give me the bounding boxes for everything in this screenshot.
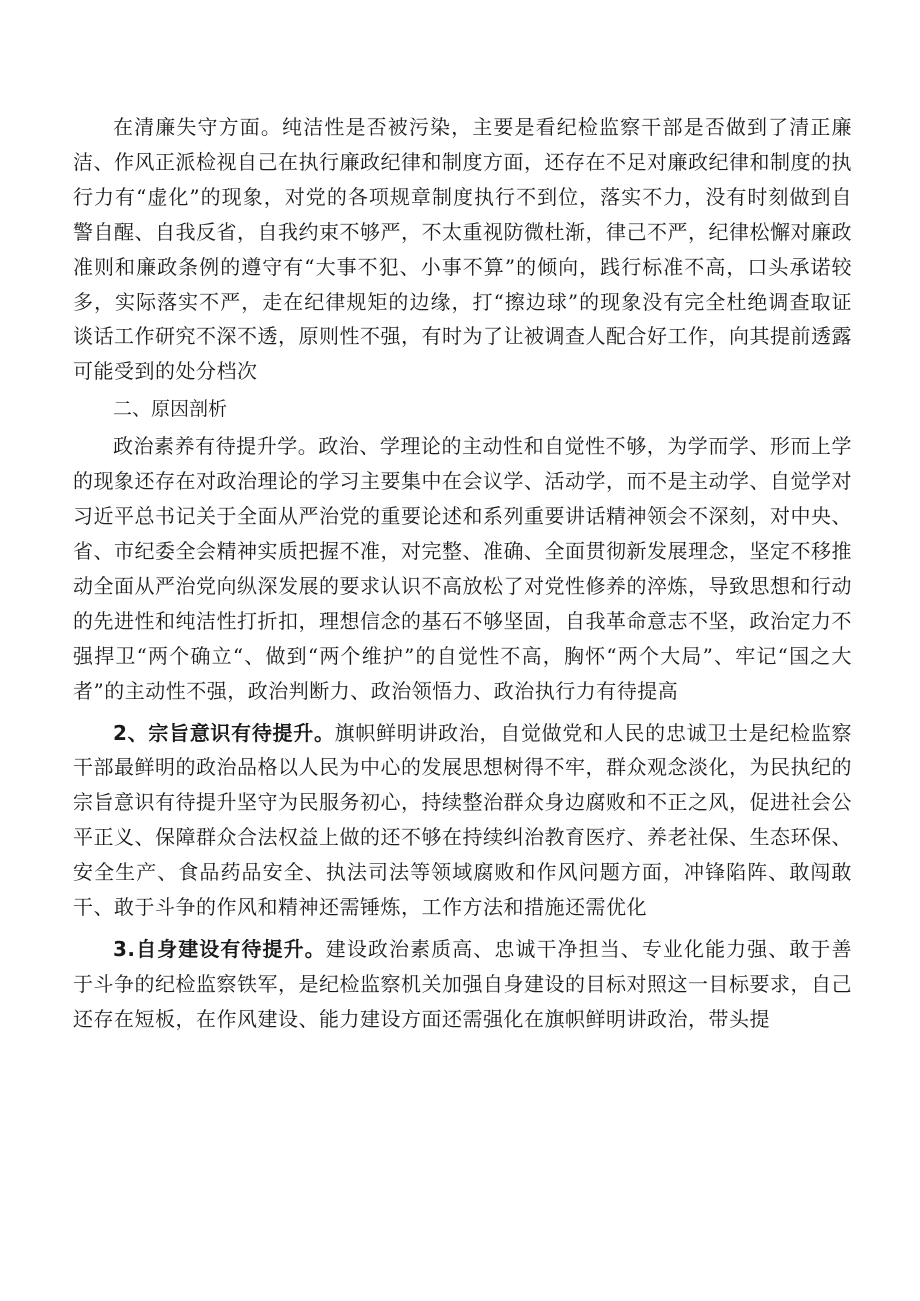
section-heading-cause-analysis: 二、原因剖析 xyxy=(113,398,228,421)
paragraph-lead-purpose-awareness: 2、宗旨意识有待提升。 xyxy=(113,720,335,745)
paragraph-political-literacy: 政治素养有待提升学。政治、学理论的主动性和自觉性不够，为学而学、形而上学的现象还存在对政治理论的学习主要集中在会议学、活动学，而不是主动学、自觉学对习近平总书记关于全面从严治党的重要论述和系列重要讲话精神领会不深刻，对中央、省、市纪委全会精神实质把握不准，对完整、准确、全面贯彻新发展理念，坚定不移推动全面从严治党向纵深发展的要求认识不高放松了对党性修养的淬炼，导致思想和行动的先进性和纯洁性打折扣，理想信念的基石不够坚固，自我革命意志不坚，政治定力不强捍卫“两个确立“、做到“两个维护”的自觉性不高，胸怀“两个大局”、牢记“国之大者”的主动性不强，政治判断力、政治领悟力、政治执行力有待提高 xyxy=(73,434,852,703)
document-page xyxy=(73,110,852,1037)
paragraph-body-purpose-awareness: 旗帜鲜明讲政治，自觉做党和人民的忠诚卫士是纪检监察干部最鲜明的政治品格以人民为中心的发展思想树得不牢，群众观念淡化，为民执纪的宗旨意识有待提升坚守为民服务初心，持续整治群众身边腐败和不正之风，促进社会公平正义、保障群众合法权益上做的还不够在持续纠治教育医疗、养老社保、生态环保、安全生产、食品药品安全、执法司法等领域腐败和作风问题方面，冲锋陷阵、敢闯敢干、敢于斗争的作风和精神还需锤炼，工作方法和措施还需优化 xyxy=(73,720,852,920)
paragraph-purpose-awareness xyxy=(73,716,852,925)
paragraph-body-self-construction: 建设政治素质高、忠诚干净担当、专业化能力强、敢于善于斗争的纪检监察铁军，是纪检监察机关加强自身建设的目标对照这一目标要求，自己还存在短板，在作风建设、能力建设方面还需强化在旗帜鲜明讲政治，带头提 xyxy=(73,936,853,1031)
paragraph-integrity-lapse: 在清廉失守方面。纯洁性是否被污染，主要是看纪检监察干部是否做到了清正廉洁、作风正派检视自己在执行廉政纪律和制度方面，还存在不足对廉政纪律和制度的执行力有“虚化”的现象，对党的各项规章制度执行不到位，落实不力，没有时刻做到自警自醒、自我反省，自我约束不够严，不太重视防微杜渐，律己不严，纪律松懈对廉政准则和廉政条例的遵守有“大事不犯、小事不算”的倾向，践行标准不高，口头承诺较多，实际落实不严，走在纪律规矩的边缘，打“擦边球”的现象没有完全杜绝调查取证谈话工作研究不深不透，原则性不强，有时为了让被调查人配合好工作，向其提前透露可能受到的处分档次 xyxy=(73,115,852,384)
paragraph-self-construction xyxy=(73,932,852,1037)
paragraph-lead-self-construction: 3.自身建设有待提升。 xyxy=(113,936,326,961)
